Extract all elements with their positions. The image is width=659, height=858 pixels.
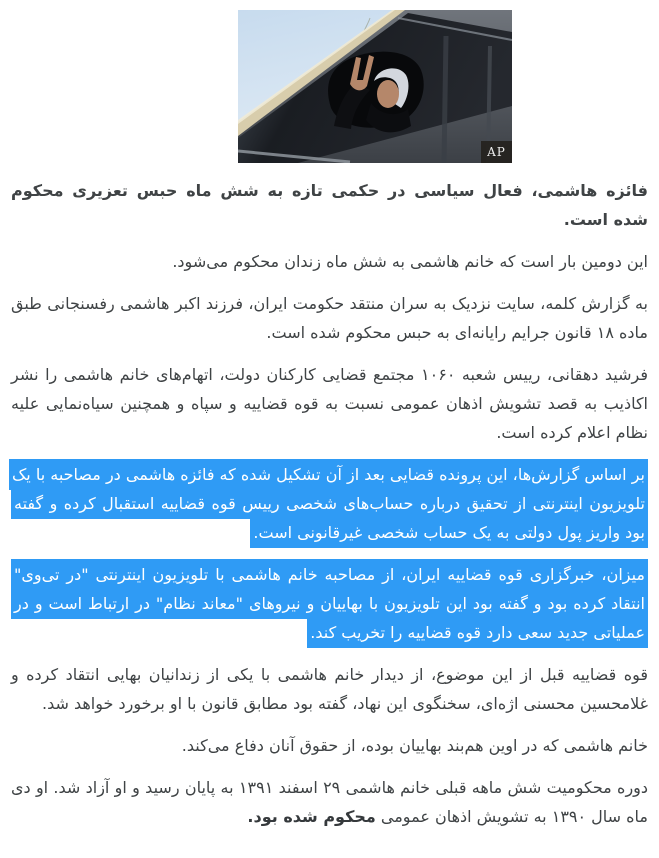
window-divider (444, 36, 446, 163)
photo-credit-badge: AP (481, 141, 512, 163)
article-photo[interactable] (238, 10, 512, 163)
highlighted-text: میزان، خبرگزاری قوه قضاییه ایران، از مصاحبه خانم هاشمی با تلویزیون اینترنتی "در تی‌وی" انتقاد کرده بود و گفته بود این تلویزیون با بهاییان و نیروهای "معاند نظام" در ارتباط است و در عملیاتی جدید سعی دارد قوه قضاییه را تخریب کند. (11, 559, 648, 648)
article-paragraph: این دومین بار است که خانم هاشمی به شش ماه زندان محکوم می‌شود. (172, 252, 648, 271)
article-paragraph-highlighted (11, 560, 648, 647)
article-body (0, 176, 659, 858)
photo-illustration (238, 10, 512, 163)
article-paragraph: قوه قضاییه قبل از این موضوع، از دیدار خانم هاشمی با یکی از زندانیان بهایی انتقاد کرده و غلامحسین محسنی اژه‌ای، سخنگوی این نهاد، گفته بود مطابق قانون با او برخورد خواهد شد. (11, 665, 648, 713)
highlighted-text: بر اساس گزارش‌ها، این پرونده قضایی بعد از آن تشکیل شده که فائزه هاشمی در مصاحبه با یک تلویزیون اینترنتی از تحقیق درباره حساب‌های شخصی رییس قوه قضاییه استقبال کرده و گفته بود واریز پول دولتی به یک حساب شخصی غیرقانونی است. (9, 459, 648, 548)
article-closing-paragraph (11, 773, 648, 831)
closing-text: دوره محکومیت شش ماهه قبلی خانم هاشمی ۲۹ اسفند ۱۳۹۱ به پایان رسید و او آزاد شد. او دی ماه سال ۱۳۹۰ به تشویش اذهان عمومی (11, 778, 649, 826)
article-lead-paragraph: فائزه هاشمی، فعال سیاسی در حکمی تازه به شش ماه حبس تعزیری محکوم شده است. (11, 181, 648, 229)
closing-bold-text: محکوم شده بود. (247, 807, 376, 826)
article-paragraph: به گزارش کلمه، سایت نزدیک به سران منتقد حکومت ایران، فرزند اکبر هاشمی رفسنجانی طبق ماده ۱۸ قانون جرایم رایانه‌ای به حبس محکوم شده است. (11, 294, 648, 342)
article-page (0, 10, 659, 858)
article-paragraph: خانم هاشمی که در اوین هم‌بند بهاییان بوده، از حقوق آنان دفاع می‌کند. (181, 736, 648, 755)
article-paragraph-highlighted (11, 460, 648, 547)
face (377, 80, 399, 108)
article-paragraph: فرشید دهقانی، رییس شعبه ۱۰۶۰ مجتمع قضایی کارکنان دولت، اتهام‌های خانم هاشمی را نشر اکاذیب به قصد تشویش اذهان عمومی نسبت به قوه قضاییه و سپاه و همچنین سیاه‌نمایی علیه نظام اعلام کرده است. (11, 365, 649, 442)
